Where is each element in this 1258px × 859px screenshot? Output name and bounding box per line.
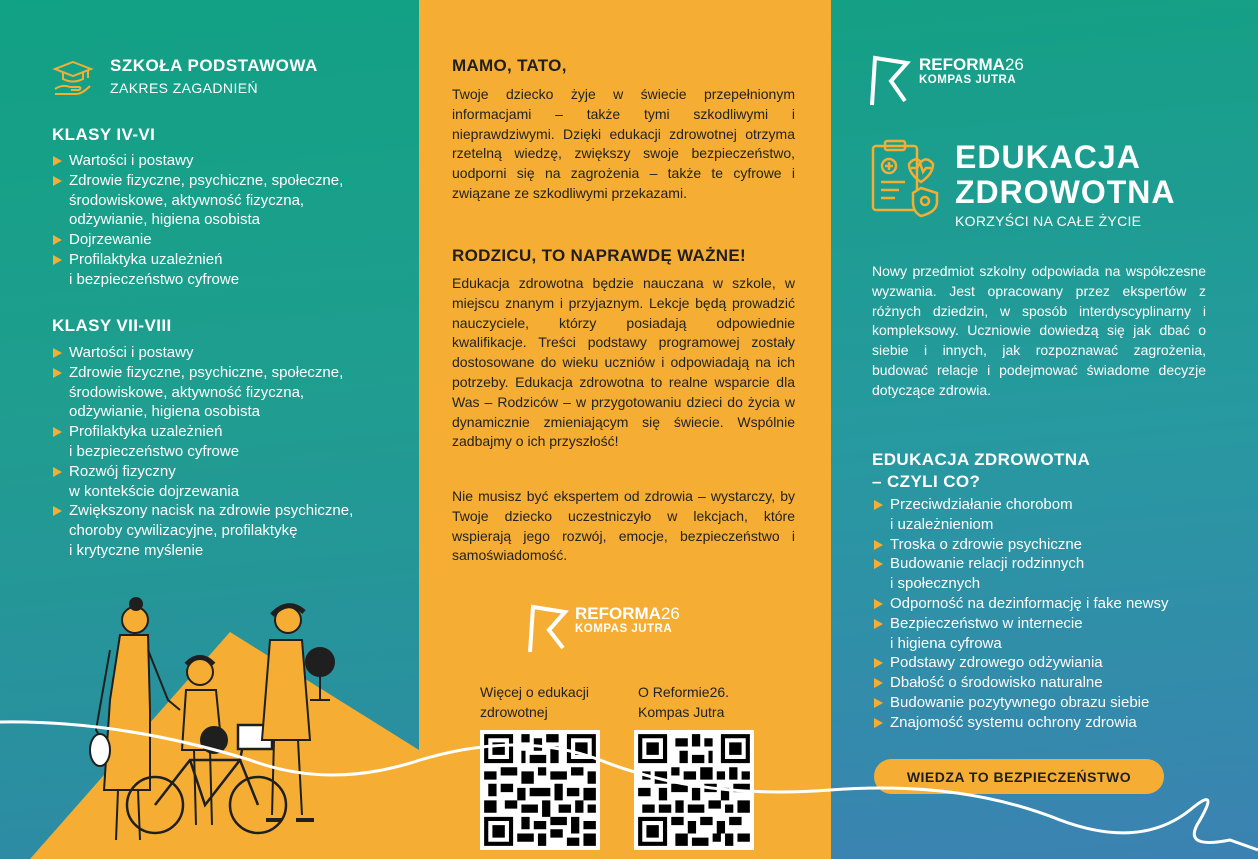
intro-paragraph: Nowy przedmiot szkolny odpowiada na współczesne wyzwania. Jest opracowany przez ekspertów z różnych dziedzin, w sposób interdyscyplinarny i kompleksowy. Uczniowie dowiedzą się jak dbać o siebie i innych, jak rozpoznawać zagrożenia, budować relacje i podejmować świadome decyzje dotyczące zdrowia. — [872, 263, 1206, 398]
important-paragraph: Edukacja zdrowotna będzie nauczana w szkole, w miejscu znanym i przyjaznym. Lekcje będą prowadzić nauczyciele, którzy posiadają odpowiednie kwalifikacje. Treści podstawy programowej zostały dostosowane do wieku uczniów i odpowiadają na ich potrzeby. Edukacja zdrowotna to realne wsparcie dla Was – Rodziców – w przygotowaniu dzieci do życia w dynamicznie zmieniającym się świecie. Wspólnie zadbajmy o ich przyszłość! — [452, 275, 795, 450]
reforma-logo-icon — [527, 604, 569, 654]
parents-heading: MAMO, TATO, — [452, 56, 567, 75]
main-title: EDUKACJA ZDROWOTNA — [955, 139, 1176, 210]
qr-caption-health: Więcej o edukacji zdrowotnej — [480, 684, 589, 720]
what-is-heading: EDUKACJA ZDROWOTNA – CZYLI CO? — [872, 450, 1091, 491]
graduation-cap-icon — [52, 56, 94, 98]
school-title: SZKOŁA PODSTAWOWA — [110, 56, 318, 75]
list-item: Wartości i postawy — [53, 343, 393, 363]
reforma-logo-top — [869, 55, 1024, 107]
grades-4-6-heading: KLASY IV-VI — [52, 125, 156, 144]
parents-paragraph: Twoje dziecko żyje w świecie przepełnionym informacjami – także tymi szkodliwymi i nieprawdziwymi. Dzięki edukacji zdrowotnej otrzyma rzetelną wiedzę, zwiększy swoje bezpieczeństwo, uodporni się na zagrożenia – także te cyfrowe i związane ze szkodliwymi przekazami. — [452, 86, 795, 201]
qr-code-health[interactable] — [480, 730, 600, 850]
list-item: Bezpieczeństwo w internecie i higiena cyfrowa — [874, 614, 1234, 654]
safety-knowledge-button[interactable]: WIEDZA TO BEZPIECZEŃSTWO — [874, 759, 1164, 794]
right-panel — [831, 0, 1258, 859]
logo-number: 26 — [1004, 55, 1024, 74]
medical-record-icon — [869, 138, 943, 218]
grades-7-8-list — [53, 343, 393, 561]
qr-code-reform[interactable] — [634, 730, 754, 850]
logo-tagline: KOMPAS JUTRA — [575, 623, 673, 635]
list-item: Przeciwdziałanie chorobom i uzależnieniom — [874, 495, 1234, 535]
logo-word: REFORMA — [919, 55, 1005, 74]
list-item: Odporność na dezinformację i fake newsy — [874, 594, 1234, 614]
grades-4-6-list — [53, 151, 393, 290]
qr-caption-reform: O Reformie26. Kompas Jutra — [638, 684, 730, 720]
grades-7-8-heading: KLASY VII-VIII — [52, 316, 172, 335]
list-item: Znajomość systemu ochrony zdrowia — [874, 713, 1234, 733]
left-panel — [0, 0, 419, 859]
list-item: Troska o zdrowie psychiczne — [874, 535, 1234, 555]
school-header — [52, 56, 318, 98]
logo-number: 26 — [660, 604, 680, 623]
list-item: Rozwój fizyczny w kontekście dojrzewania — [53, 462, 393, 502]
middle-panel — [419, 0, 831, 859]
list-item: Dojrzewanie — [53, 230, 393, 250]
reforma-logo — [527, 604, 680, 654]
list-item: Dbałość o środowisko naturalne — [874, 673, 1234, 693]
list-item: Profilaktyka uzależnień i bezpieczeństwo cyfrowe — [53, 422, 393, 462]
list-item: Budowanie relacji rodzinnych i społecznych — [874, 554, 1234, 594]
logo-word: REFORMA — [575, 604, 661, 623]
benefits-list — [874, 495, 1234, 733]
main-subtitle: KORZYŚCI NA CAŁE ŻYCIE — [955, 213, 1142, 229]
important-heading: RODZICU, TO NAPRAWDĘ WAŻNE! — [452, 246, 746, 265]
reforma-logo-icon — [869, 55, 911, 107]
school-subtitle: ZAKRES ZAGADNIEŃ — [110, 80, 258, 96]
list-item: Profilaktyka uzależnień i bezpieczeństwo cyfrowe — [53, 250, 393, 290]
logo-tagline: KOMPAS JUTRA — [919, 74, 1017, 86]
list-item: Wartości i postawy — [53, 151, 393, 171]
list-item: Zwiększony nacisk na zdrowie psychiczne, choroby cywilizacyjne, profilaktykę i krytyczne myślenie — [53, 501, 393, 560]
list-item: Budowanie pozytywnego obrazu siebie — [874, 693, 1234, 713]
list-item: Zdrowie fizyczne, psychiczne, społeczne, środowiskowe, aktywność fizyczna, odżywianie, higiena osobista — [53, 363, 393, 422]
list-item: Zdrowie fizyczne, psychiczne, społeczne, środowiskowe, aktywność fizyczna, odżywianie, higiena osobista — [53, 171, 393, 230]
family-illustration — [0, 590, 419, 859]
expert-paragraph: Nie musisz być ekspertem od zdrowia – wystarczy, by Twoje dziecko uczestniczyło w lekcjach, które wspierają jego rozwój, emocje, bezpieczeństwo i samoświadomość. — [452, 488, 795, 564]
list-item: Podstawy zdrowego odżywiania — [874, 653, 1234, 673]
